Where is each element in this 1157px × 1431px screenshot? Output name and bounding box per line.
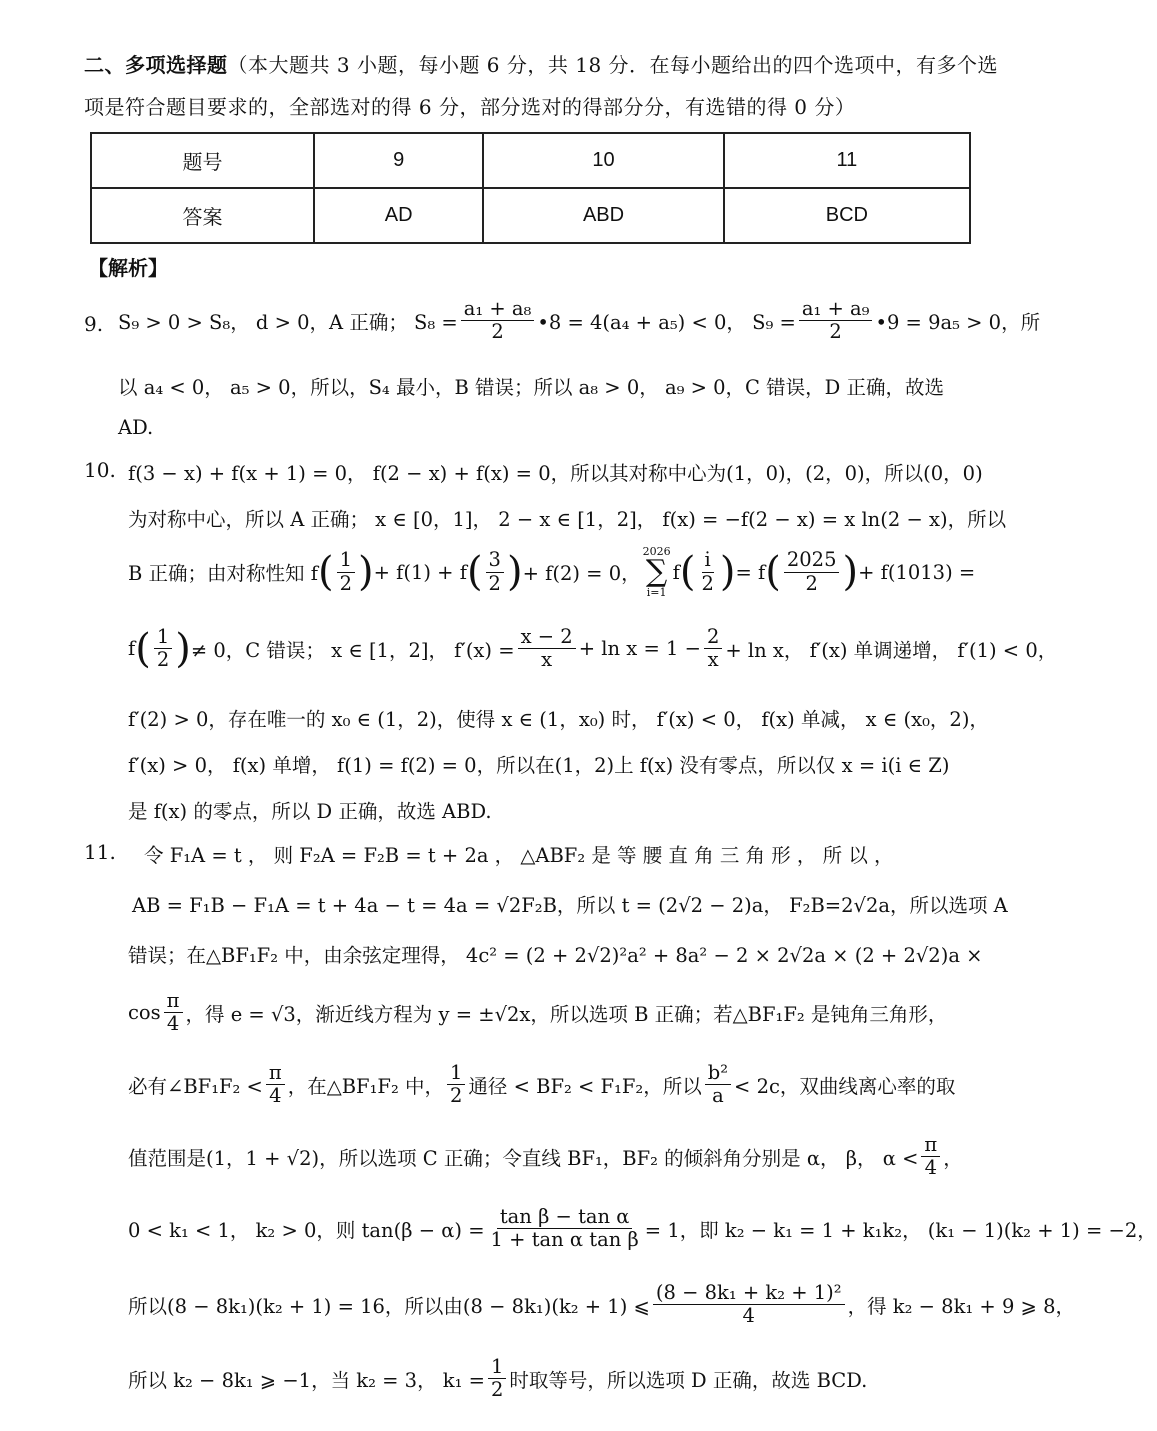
- paren: ): [506, 549, 523, 595]
- table-cell: 10: [483, 133, 723, 188]
- fraction: [488, 1206, 642, 1252]
- denominator: 4: [166, 1012, 180, 1036]
- q10-line-2: 为对称中心，所以 A 正确； x ∈ [0，1]， 2 − x ∈ [1，2]， f(x) = −f(2 − x) = x ln(2 − x)，所以: [128, 508, 1007, 531]
- fraction: [154, 626, 172, 672]
- paren: ): [842, 549, 859, 595]
- paren: (: [317, 549, 334, 595]
- denominator: 2: [829, 320, 842, 344]
- fraction: [164, 990, 183, 1036]
- table-cell: 题号: [91, 133, 314, 188]
- table-cell: BCD: [724, 188, 970, 243]
- paren: ): [719, 549, 736, 595]
- sum-lower: i=1: [646, 586, 667, 599]
- text-segment: ，得 k₂ − 8k₁ + 9 ⩾ 8，: [847, 1294, 1076, 1318]
- q10-line-3: [128, 546, 975, 598]
- text-segment: 值范围是(1，1 + √2)，所以选项 C 正确；令直线 BF₁，BF₂ 的倾斜角分别是 α， β， α <: [128, 1146, 919, 1170]
- q9-line-1: [118, 298, 1040, 344]
- text-segment: < 2c，双曲线离心率的取: [734, 1074, 956, 1098]
- paren: (: [765, 549, 781, 595]
- fraction: [705, 1062, 731, 1108]
- paren: (: [679, 549, 696, 595]
- text-segment: 所以 k₂ − 8k₁ ⩾ −1，当 k₂ = 3， k₁ =: [128, 1368, 485, 1392]
- text-segment: + f(1013) =: [858, 560, 976, 584]
- fraction: [447, 1062, 465, 1108]
- fraction: [266, 1062, 285, 1108]
- denominator: 2: [490, 1378, 504, 1402]
- numerator: 3: [486, 549, 504, 572]
- q11-line-8: [128, 1282, 1075, 1328]
- text-segment: ，得 e = √3，渐近线方程为 y = ±√2x，所以选项 B 正确；若△BF₁F₂ 是钝角三角形，: [185, 1002, 948, 1026]
- numerator: 1: [337, 549, 355, 572]
- section-header: [84, 44, 1004, 128]
- numerator: 1: [488, 1356, 506, 1379]
- numerator: a₁ + a₈: [461, 298, 535, 321]
- fraction: [799, 298, 873, 344]
- text-segment: •9 = 9a₅ > 0，所: [875, 310, 1041, 334]
- fraction: [698, 549, 716, 595]
- q11-line-9: [128, 1356, 867, 1402]
- text-segment: f: [128, 637, 136, 661]
- text-segment: + f(1) + f: [373, 560, 467, 584]
- numerator: 1: [447, 1062, 465, 1085]
- table-cell: ABD: [483, 188, 723, 243]
- text-segment: ≠ 0，C 错误； x ∈ [1，2]， f′(x) =: [190, 638, 515, 662]
- table-cell: 9: [314, 133, 483, 188]
- fraction: [653, 1282, 845, 1328]
- fraction: [784, 549, 840, 595]
- paren: ): [175, 625, 191, 672]
- fraction: [337, 549, 355, 595]
- denominator: 2: [701, 571, 714, 595]
- paren: (: [135, 625, 151, 672]
- table-cell: AD: [314, 188, 483, 243]
- denominator: 2: [156, 648, 170, 672]
- numerator: π: [164, 990, 183, 1013]
- denominator: 2: [805, 571, 818, 595]
- numerator: π: [921, 1134, 940, 1157]
- denominator: 2: [339, 571, 352, 595]
- q10-line-6: f′(x) > 0， f(x) 单增， f(1) = f(2) = 0，所以在(1，2)上 f(x) 没有零点，所以仅 x = i(i ∈ Z): [128, 754, 950, 777]
- denominator: 2: [449, 1084, 463, 1108]
- denominator: 2: [488, 571, 501, 595]
- table-cell: 11: [724, 133, 970, 188]
- section-intro: （本大题共 3 小题，每小题 6 分，共 18 分．在每小题给出的四个选项中，有多个选项是符合题目要求的，全部选对的得 6 分，部分选对的得部分分，有选错的得 0 分）: [84, 53, 999, 119]
- q10-line-1: f(3 − x) + f(x + 1) = 0， f(2 − x) + f(x) = 0，所以其对称中心为(1，0)，(2，0)，所以(0，0): [128, 462, 983, 485]
- q11-line-7: [128, 1206, 1157, 1252]
- text-segment: 时取等号，所以选项 D 正确，故选 BCD.: [509, 1368, 868, 1392]
- text-segment: S₉ > 0 > S₈， d > 0，A 正确； S₈ =: [118, 310, 458, 334]
- denominator: 4: [924, 1156, 938, 1180]
- fraction: [704, 626, 722, 672]
- denominator: 4: [269, 1084, 282, 1108]
- fraction: [921, 1134, 940, 1180]
- q11-line-5: [128, 1062, 955, 1108]
- text-segment: 0 < k₁ < 1， k₂ > 0，则 tan(β − α) =: [128, 1218, 485, 1242]
- fraction: [461, 298, 535, 344]
- text-segment: cos: [128, 1001, 161, 1025]
- numerator: (8 − 8k₁ + k₂ + 1)²: [653, 1282, 845, 1305]
- question-number: 11.: [84, 840, 116, 864]
- text-segment: •8 = 4(a₄ + a₅) < 0， S₉ =: [537, 310, 796, 334]
- numerator: 1: [154, 626, 172, 649]
- q10-line-5: f′(2) > 0，存在唯一的 x₀ ∈ (1，2)，使得 x ∈ (1，x₀) 时， f′(x) < 0， f(x) 单减， x ∈ (x₀，2)，: [128, 708, 989, 731]
- q9-line-2: 以 a₄ < 0， a₅ > 0，所以，S₄ 最小，B 错误；所以 a₈ > 0， a₉ > 0，C 错误，D 正确，故选: [118, 376, 944, 399]
- fraction: [518, 626, 576, 672]
- q10-line-7: 是 f(x) 的零点，所以 D 正确，故选 ABD.: [128, 800, 492, 823]
- q11-line-1: 令 F₁A = t ， 则 F₂A = F₂B = t + 2a ， △ABF₂ 是 等 腰 直 角 三 角 形 ， 所 以 ，: [144, 844, 894, 867]
- numerator: 2025: [784, 549, 840, 572]
- q10-line-4: [128, 626, 1057, 672]
- numerator: x − 2: [518, 626, 576, 649]
- text-segment: + f(2) = 0，: [522, 562, 641, 585]
- denominator: 2: [491, 320, 504, 344]
- fraction: [488, 1356, 506, 1402]
- text-segment: + ln x = 1 −: [578, 637, 701, 661]
- text-segment: B 正确；由对称性知 f: [128, 562, 318, 585]
- summation: [643, 546, 671, 598]
- text-segment: f: [672, 560, 680, 584]
- text-segment: ，在△BF₁F₂ 中，: [287, 1074, 444, 1098]
- paren: (: [466, 549, 483, 595]
- table-cell: 答案: [91, 188, 314, 243]
- section-title: 二、多项选择题: [84, 53, 228, 77]
- text-segment: ，: [943, 1146, 963, 1170]
- sum-sign: ∑: [645, 554, 668, 589]
- q11-line-6: [128, 1134, 963, 1180]
- text-segment: 所以(8 − 8k₁)(k₂ + 1) = 16，所以由(8 − 8k₁)(k₂ + 1) ⩽: [128, 1294, 650, 1318]
- analysis-label: 【解析】: [88, 256, 168, 280]
- numerator: a₁ + a₉: [799, 298, 873, 321]
- question-number: 10.: [84, 458, 116, 482]
- text-segment: 必有∠BF₁F₂ <: [128, 1074, 263, 1098]
- numerator: π: [266, 1062, 285, 1085]
- text-segment: 通径 < BF₂ < F₁F₂，所以: [468, 1074, 702, 1098]
- sum-upper: 2026: [642, 545, 671, 558]
- denominator: a: [712, 1084, 724, 1108]
- question-number: 9.: [84, 312, 104, 336]
- numerator: 2: [704, 626, 722, 649]
- fraction: [486, 549, 504, 595]
- denominator: x: [707, 648, 719, 672]
- table-row: [91, 188, 970, 243]
- denominator: x: [541, 648, 553, 672]
- answer-table: [90, 132, 971, 244]
- q11-line-3: 错误；在△BF₁F₂ 中，由余弦定理得， 4c² = (2 + 2√2)²a² + 8a² − 2 × 2√2a × (2 + 2√2)a ×: [128, 944, 983, 967]
- text-segment: = 1，即 k₂ − k₁ = 1 + k₁k₂， (k₁ − 1)(k₂ + 1) = −2，: [644, 1218, 1157, 1242]
- table-row: [91, 133, 970, 188]
- numerator: tan β − tan α: [497, 1206, 633, 1229]
- denominator: 1 + tan α tan β: [490, 1228, 639, 1252]
- q11-line-4: [128, 990, 947, 1036]
- denominator: 4: [742, 1304, 755, 1328]
- numerator: i: [702, 549, 714, 572]
- paren: ): [357, 549, 374, 595]
- text-segment: + ln x， f′(x) 单调递增， f′(1) < 0，: [725, 638, 1058, 662]
- text-segment: = f: [735, 560, 766, 584]
- numerator: b²: [705, 1062, 731, 1085]
- q9-line-3: AD.: [118, 416, 154, 439]
- q11-line-2: AB = F₁B − F₁A = t + 4a − t = 4a = √2F₂B，所以 t = (2√2 − 2)a， F₂B=2√2a，所以选项 A: [132, 894, 1008, 917]
